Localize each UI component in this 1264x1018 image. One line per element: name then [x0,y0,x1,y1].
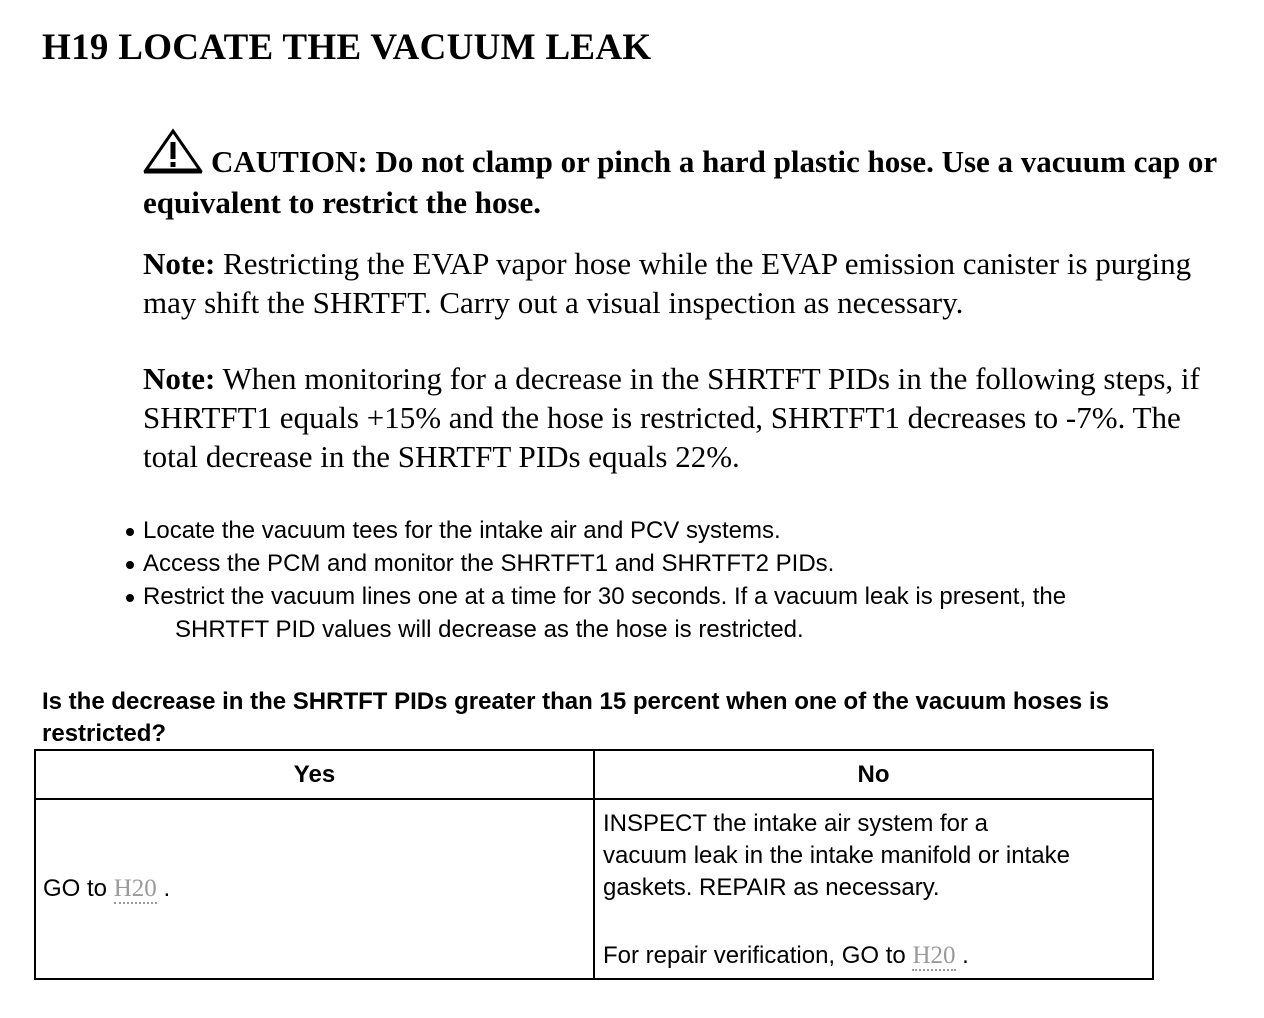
table-row [35,799,1153,979]
note-text: Restricting the EVAP vapor hose while the EVAP emission canister is purging may shift the SHRTFT. Carry out a visual inspection as necessary. [143,246,1192,320]
decision-question: Is the decrease in the SHRTFT PIDs greater than 15 percent when one of the vacuum hoses is restricted? [42,688,1109,747]
page-title: H19 LOCATE THE VACUUM LEAK [42,27,652,68]
note-label: Note: [143,246,216,281]
caution-label: CAUTION: [211,144,368,179]
yes-action-cell: GO to H20 . [35,799,594,979]
column-header-no: No [594,750,1153,799]
list-item: Locate the vacuum tees for the intake air and PCV systems. [126,514,1236,547]
procedure-steps [126,514,1236,646]
list-item-continuation: SHRTFT PID values will decrease as the hose is restricted. [175,616,804,643]
list-item: Access the PCM and monitor the SHRTFT1 and SHRTFT2 PIDs. [126,547,1236,580]
note-text: When monitoring for a decrease in the SHRTFT PIDs in the following steps, if SHRTFT1 equals +15% and the hose is restricted, SHRTFT1 decreases to -7%. The total decrease in the SHRTFT PIDs equals 22%. [143,361,1200,474]
note-restricting-evap [143,244,1223,322]
goto-h20-link[interactable]: H20 [113,875,157,902]
table-header-row [35,750,1153,799]
bullet-icon [126,528,134,536]
goto-h20-link[interactable]: H20 [912,942,956,969]
note-monitoring-shrtft [143,359,1223,476]
list-item: Restrict the vacuum lines one at a time for 30 seconds. If a vacuum leak is present, the SHRTFT PID values will decrease as the hose is restricted. [126,580,1236,646]
caution-block [143,128,1223,222]
caution-text: Do not clamp or pinch a hard plastic hose. Use a vacuum cap or equivalent to restrict the hose. [143,144,1217,220]
warning-triangle-icon [143,128,203,183]
bullet-icon [126,561,134,569]
decision-table [34,749,1154,980]
bullet-icon [126,594,134,602]
column-header-yes: Yes [35,750,594,799]
repair-verification: For repair verification, GO to H20 . [603,942,969,969]
note-label: Note: [143,361,216,396]
no-action-cell: INSPECT the intake air system for a vacuum leak in the intake manifold or intake gaskets. REPAIR as necessary. For repair verification, GO to H20 . [594,799,1153,979]
